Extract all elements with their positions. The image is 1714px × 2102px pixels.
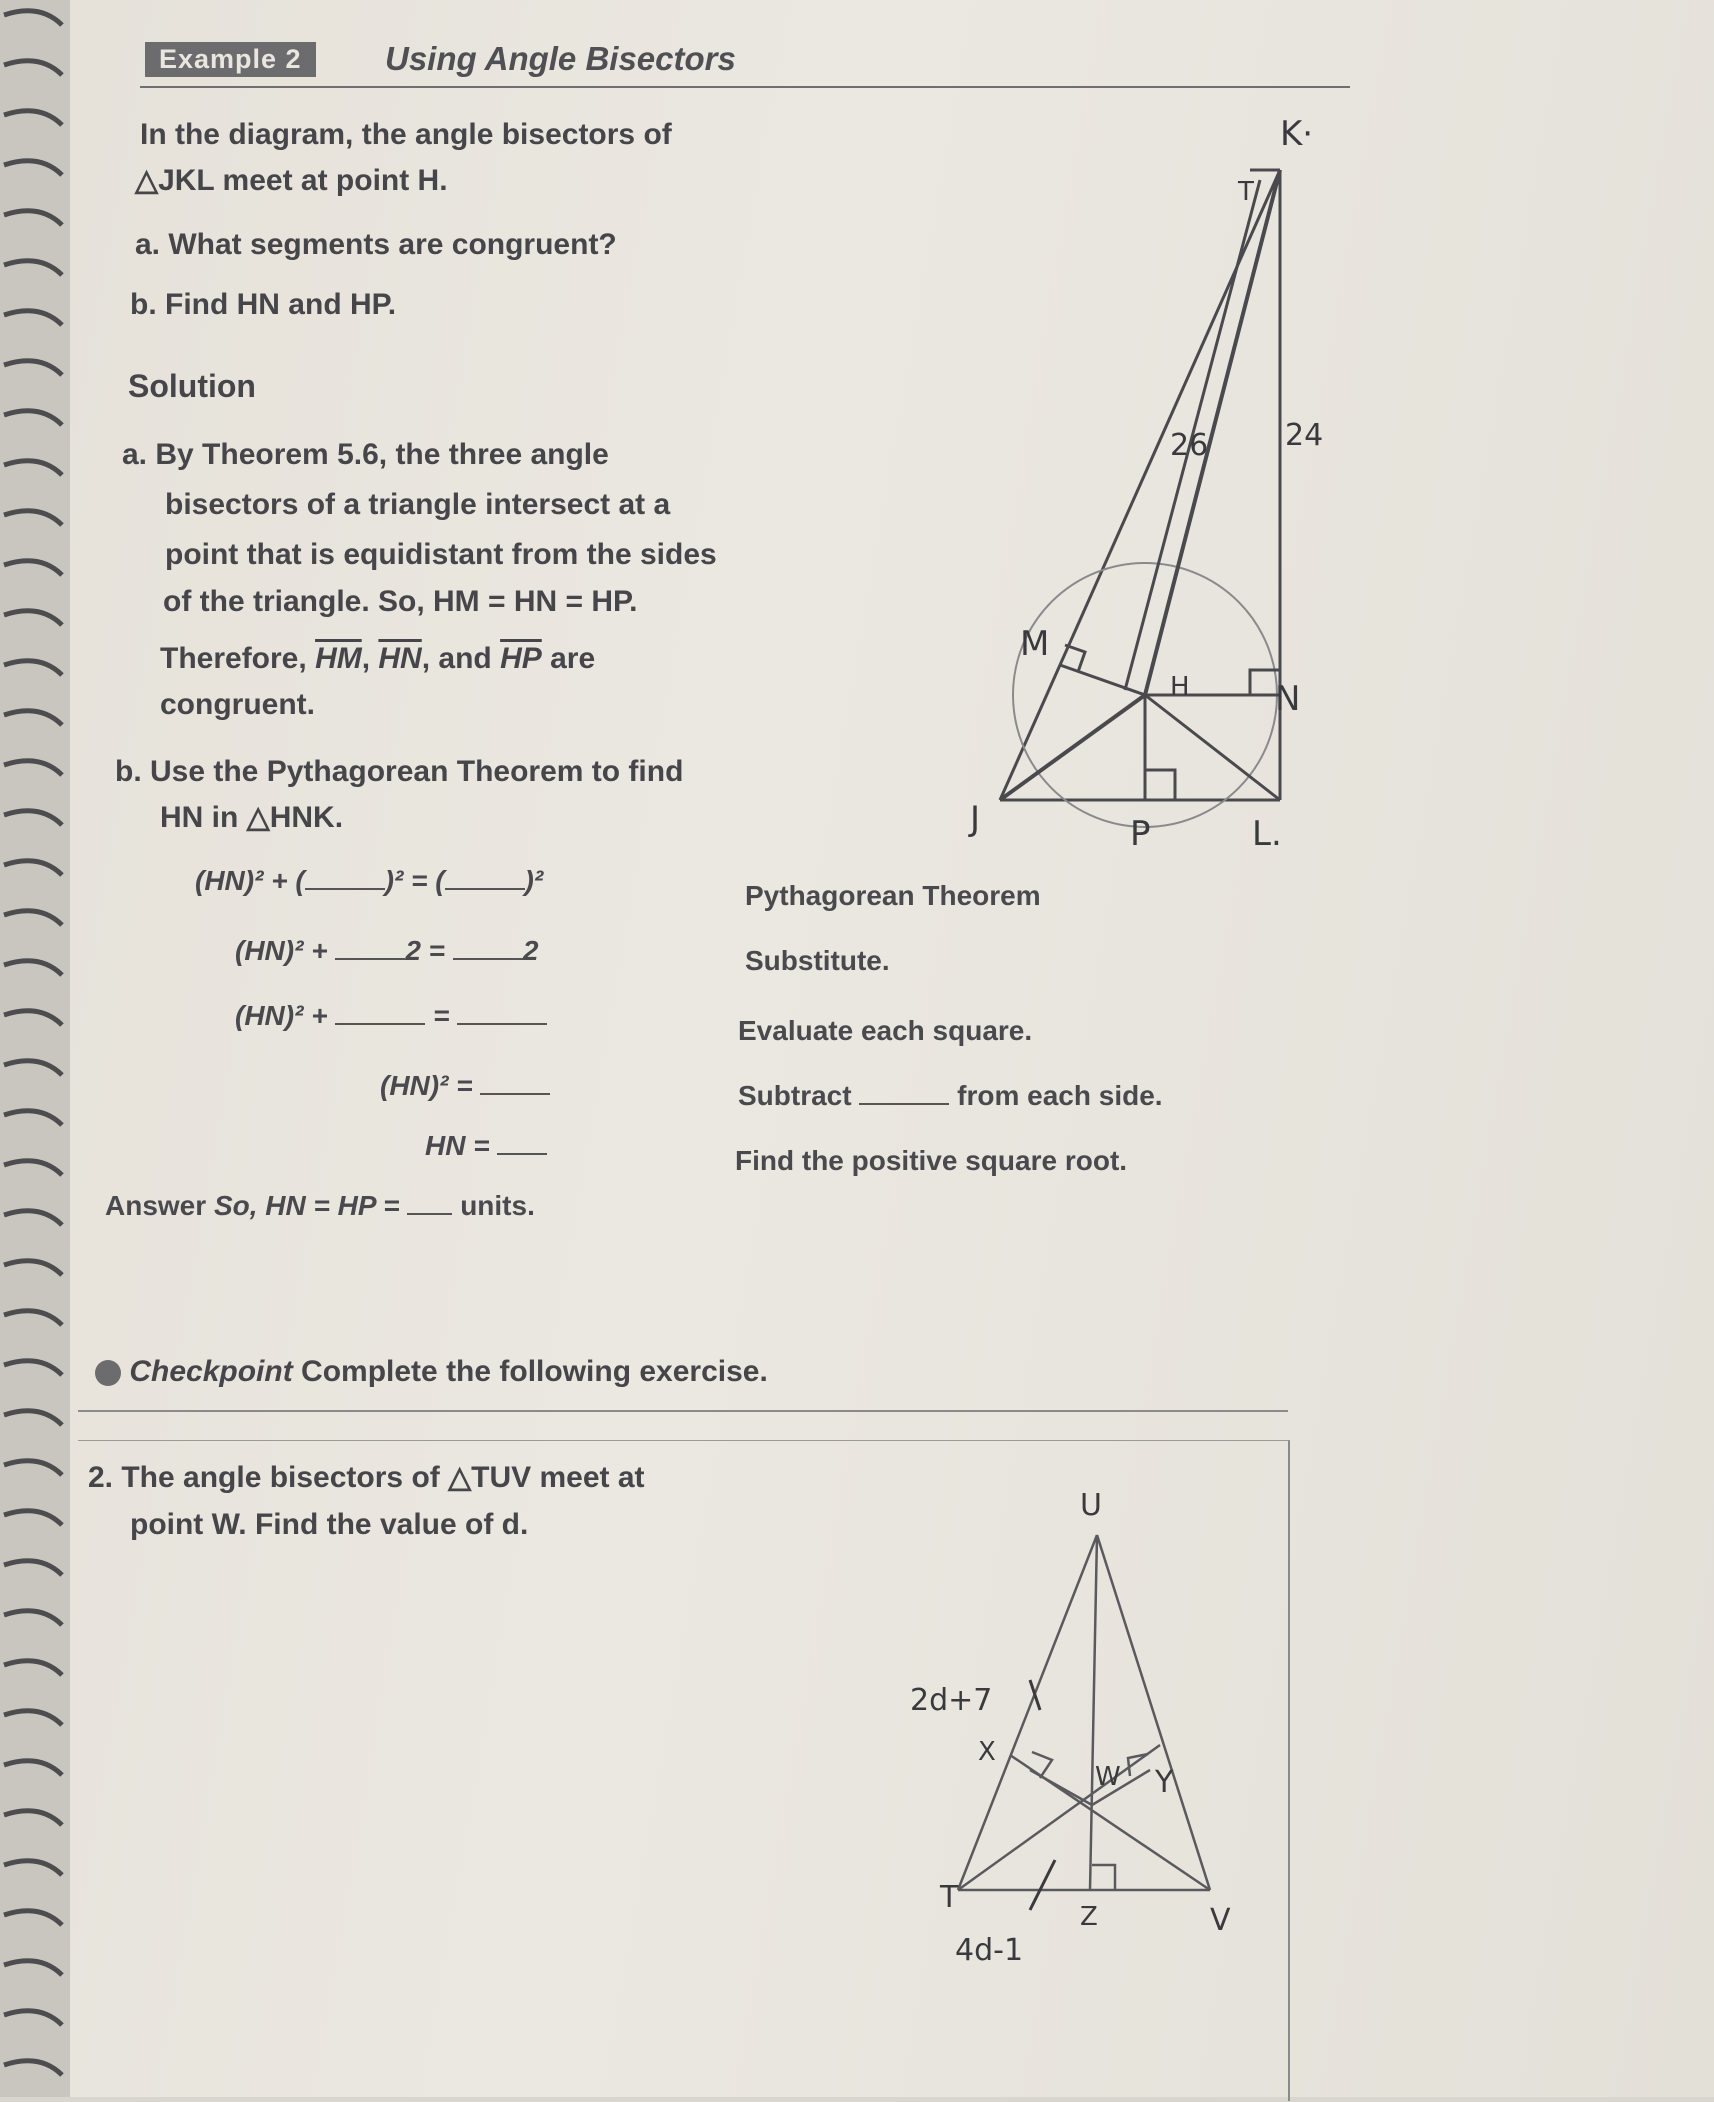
label-w: W bbox=[1095, 1762, 1121, 1792]
problem-line-1: In the diagram, the angle bisectors of bbox=[140, 118, 672, 151]
checkpoint-label: Checkpoint bbox=[129, 1355, 293, 1388]
label-26: 26 bbox=[1170, 428, 1209, 463]
triangle-tuv-diagram bbox=[880, 1470, 1280, 1990]
solution-a-line-4: of the triangle. So, HM = HN = HP. bbox=[163, 585, 638, 618]
label-x: X bbox=[978, 1737, 996, 1767]
blank-2a[interactable] bbox=[335, 958, 405, 960]
solution-heading: Solution bbox=[128, 368, 256, 404]
label-t-vertex: T bbox=[940, 1880, 959, 1915]
step-1-part-b: )² = ( bbox=[384, 865, 445, 896]
segment-hm: $\overline{HM}$ bbox=[315, 642, 362, 675]
blank-4b[interactable] bbox=[859, 1103, 949, 1105]
label-z: Z bbox=[1080, 1902, 1098, 1932]
step-2-part-c: 2 bbox=[522, 935, 539, 966]
segment-wx bbox=[1030, 1770, 1092, 1805]
blank-1a[interactable] bbox=[305, 888, 385, 890]
label-24: 24 bbox=[1285, 418, 1324, 453]
from-each-side: from each side. bbox=[957, 1080, 1163, 1111]
step-2-part-b: 2 = bbox=[405, 935, 446, 966]
problem-part-a: a. What segments are congruent? bbox=[135, 228, 617, 261]
bottom-pointer bbox=[1030, 1860, 1055, 1910]
blank-3b[interactable] bbox=[457, 1023, 547, 1025]
checkpoint-text: Complete the following exercise. bbox=[301, 1355, 768, 1388]
bisector-u bbox=[1090, 1535, 1097, 1890]
therefore-word: Therefore, bbox=[160, 642, 307, 675]
answer-blank[interactable] bbox=[407, 1213, 452, 1215]
answer-line bbox=[105, 1190, 535, 1222]
segment-hn: $\overline{HN}$ bbox=[378, 642, 422, 675]
step-4-part-a: (HN)² = bbox=[380, 1070, 473, 1101]
right-angle-p bbox=[1145, 770, 1175, 800]
label-m: M bbox=[1020, 624, 1050, 664]
are-word: are bbox=[550, 642, 596, 675]
checkpoint-line bbox=[95, 1355, 768, 1389]
header-rule bbox=[140, 86, 1350, 88]
triangle-jkl-diagram bbox=[940, 100, 1380, 870]
label-2d-plus-7: 2d+7 bbox=[910, 1683, 993, 1718]
segment-kh bbox=[1145, 170, 1280, 695]
solution-b-line-2: HN in △HNK. bbox=[160, 801, 344, 834]
step-3-left bbox=[235, 1000, 547, 1032]
label-y: Y bbox=[1155, 1765, 1174, 1800]
right-angle-z bbox=[1092, 1865, 1115, 1890]
step-2-left bbox=[235, 935, 538, 967]
label-t: T bbox=[1238, 177, 1254, 207]
label-4d-minus-1: 4d-1 bbox=[955, 1933, 1024, 1968]
solution-b-line-1: b. Use the Pythagorean Theorem to find bbox=[115, 755, 684, 788]
step-5-reason: Find the positive square root. bbox=[735, 1145, 1128, 1176]
blank-4a[interactable] bbox=[480, 1093, 550, 1095]
step-3-part-a: (HN)² + bbox=[235, 1000, 328, 1031]
solution-a-line-3: point that is equidistant from the sides bbox=[165, 538, 717, 571]
side-uv bbox=[1097, 1535, 1210, 1890]
step-1-part-a: (HN)² + ( bbox=[195, 865, 305, 896]
step-1-left bbox=[195, 865, 543, 897]
problem-line-2: △JKL meet at point H. bbox=[135, 164, 448, 197]
and-word: , and bbox=[421, 642, 492, 675]
step-1-reason: Pythagorean Theorem bbox=[745, 880, 1041, 911]
step-3-part-b: = bbox=[433, 1000, 450, 1031]
label-n: N bbox=[1275, 679, 1301, 719]
example-badge: Example 2 bbox=[145, 42, 316, 77]
label-l: L. bbox=[1252, 814, 1282, 854]
step-2-reason: Substitute. bbox=[745, 945, 890, 976]
solution-a-congruent: congruent. bbox=[160, 688, 315, 721]
exercise-line-1: 2. The angle bisectors of △TUV meet at bbox=[88, 1461, 645, 1494]
step-3-reason: Evaluate each square. bbox=[738, 1015, 1033, 1046]
problem-part-b: b. Find HN and HP. bbox=[130, 288, 397, 321]
step-2-part-a: (HN)² + bbox=[235, 935, 328, 966]
spiral-binding bbox=[0, 0, 70, 2097]
blank-5a[interactable] bbox=[497, 1153, 547, 1155]
example-title: Using Angle Bisectors bbox=[385, 40, 736, 77]
step-4-left bbox=[380, 1070, 550, 1102]
label-h: H bbox=[1170, 672, 1190, 702]
solution-a-line-1: a. By Theorem 5.6, the three angle bbox=[122, 438, 609, 471]
segment-hp: $\overline{HP}$ bbox=[500, 642, 542, 675]
segment-hm bbox=[1060, 665, 1145, 695]
solution-a-therefore: Therefore, $\overline{HM}$, $\overline{HN}$, and $\overline{HP}$ are bbox=[160, 642, 596, 675]
checkpoint-rule bbox=[78, 1410, 1288, 1412]
step-1-part-c: )² bbox=[524, 865, 544, 896]
blank-2b[interactable] bbox=[453, 958, 523, 960]
label-j: J bbox=[970, 799, 981, 839]
subtract-word: Subtract bbox=[738, 1080, 852, 1111]
step-5-left bbox=[425, 1130, 547, 1162]
checkpoint-icon bbox=[95, 1360, 121, 1386]
blank-3a[interactable] bbox=[335, 1023, 425, 1025]
solution-a-line-2: bisectors of a triangle intersect at a bbox=[165, 488, 671, 521]
label-u: U bbox=[1080, 1488, 1102, 1523]
answer-units: units. bbox=[460, 1190, 535, 1221]
answer-text: So, HN = HP = bbox=[213, 1190, 400, 1221]
blank-1b[interactable] bbox=[445, 888, 525, 890]
answer-label: Answer bbox=[105, 1190, 207, 1221]
label-v: V bbox=[1210, 1903, 1231, 1938]
label-k: K· bbox=[1280, 114, 1314, 154]
exercise-line-2: point W. Find the value of d. bbox=[130, 1508, 529, 1541]
step-5-part-a: HN = bbox=[425, 1130, 490, 1161]
step-4-reason bbox=[738, 1080, 1163, 1112]
label-p: P bbox=[1130, 814, 1151, 854]
bisector-l bbox=[1145, 695, 1280, 800]
